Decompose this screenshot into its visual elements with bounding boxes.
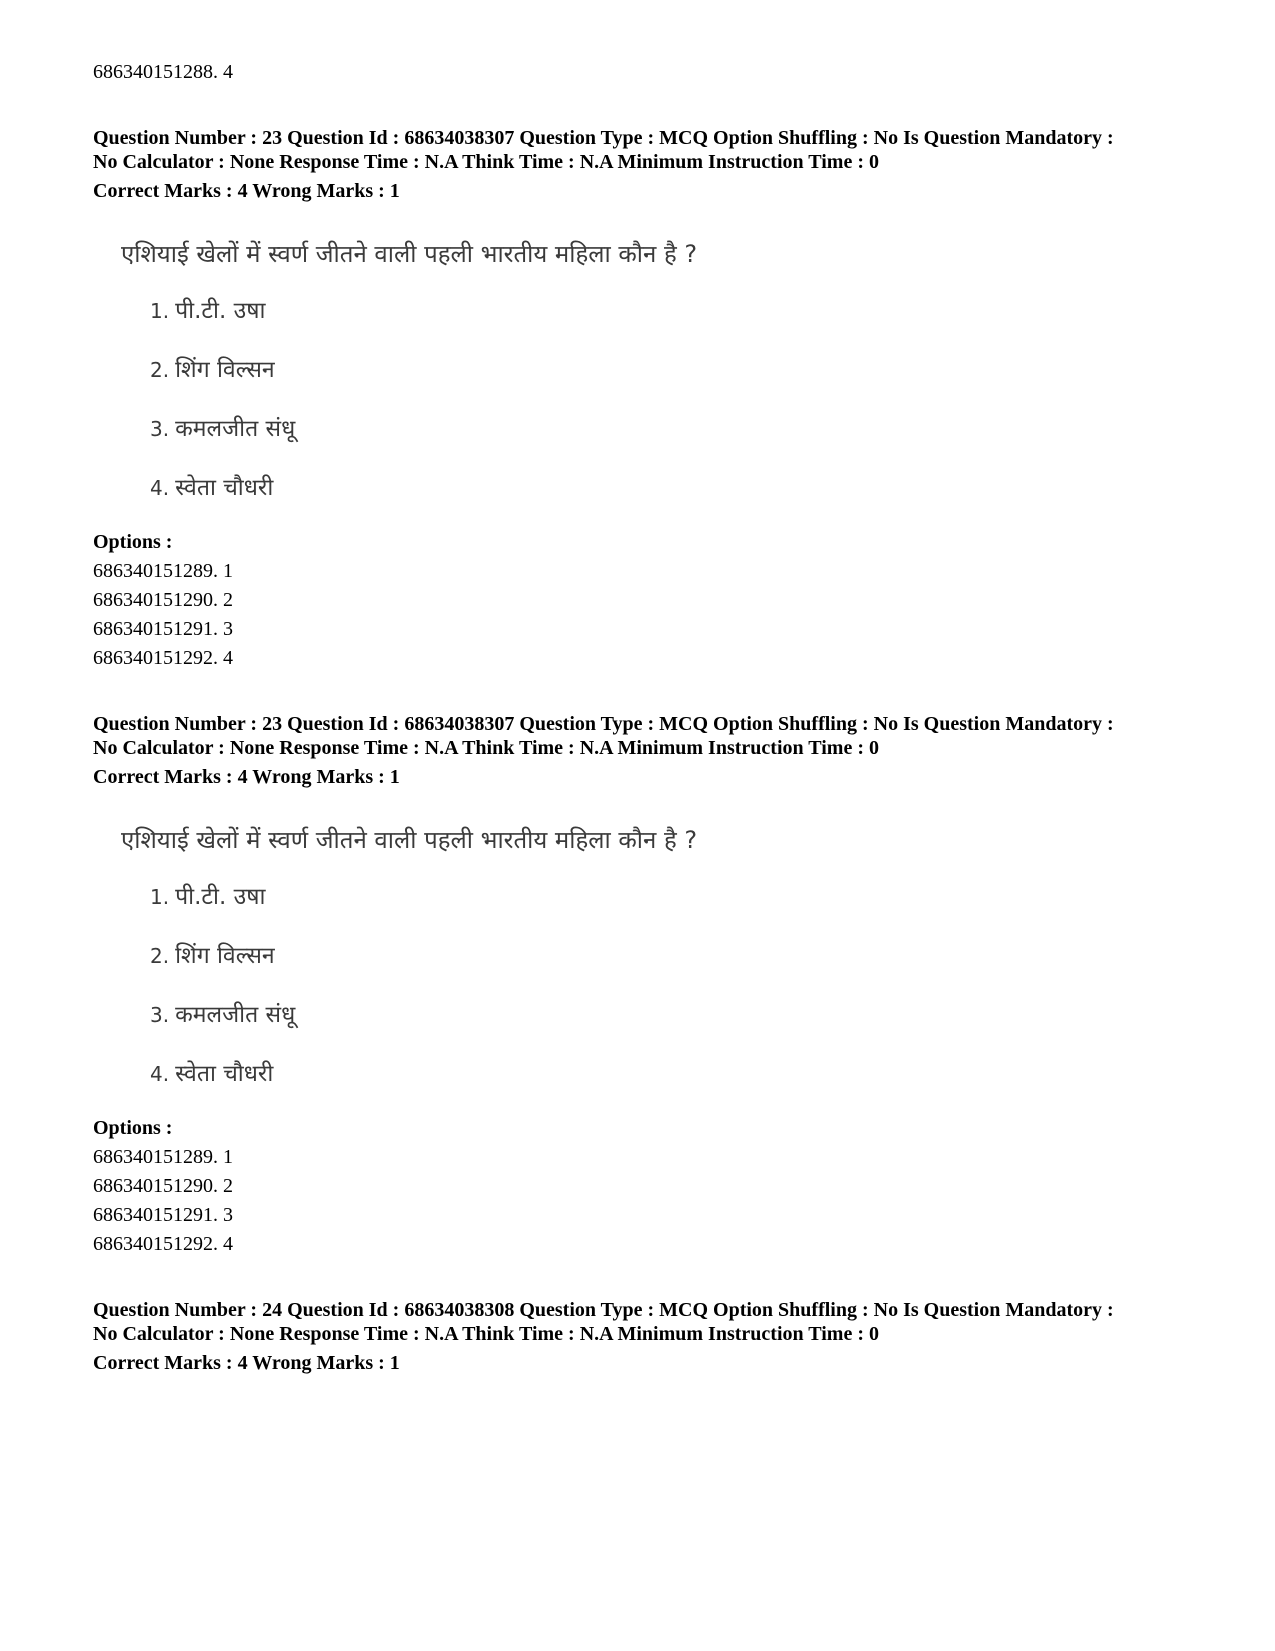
choice-text: शिंग विल्सन (175, 943, 275, 969)
choice-text: पी.टी. उषा (175, 298, 266, 324)
option-id-line: 686340151289. 1 (93, 1146, 233, 1168)
choice-number: 1. (150, 885, 170, 909)
question-header-line2: No Calculator : None Response Time : N.A Think Time : N.A Minimum Instruction Time : 0 (93, 1323, 879, 1345)
choice-text: स्वेता चौधरी (175, 475, 274, 501)
question-block (93, 712, 1213, 1255)
choice-text: कमलजीत संधू (175, 1002, 296, 1028)
question-header-line2: No Calculator : None Response Time : N.A Think Time : N.A Minimum Instruction Time : 0 (93, 737, 879, 759)
choice-text: शिंग विल्सन (175, 357, 275, 383)
question-header-line1: Question Number : 23 Question Id : 68634038307 Question Type : MCQ Option Shuffling : No Is Question Mandatory : (93, 713, 1114, 735)
question-text: एशियाई खेलों में स्वर्ण जीतने वाली पहली भारतीय महिला कौन है ? (121, 240, 698, 268)
choice-text: कमलजीत संधू (175, 416, 296, 442)
option-id-line: 686340151290. 2 (93, 1175, 233, 1197)
choice-number: 1. (150, 299, 170, 323)
question-text: एशियाई खेलों में स्वर्ण जीतने वाली पहली भारतीय महिला कौन है ? (121, 826, 698, 854)
choice-number: 2. (150, 358, 170, 382)
option-id-line: 686340151292. 4 (93, 647, 233, 669)
choice-number: 3. (150, 1003, 170, 1027)
option-id-line: 686340151289. 1 (93, 560, 233, 582)
choice-item (150, 1000, 295, 1030)
choice-number: 3. (150, 417, 170, 441)
question-marks: Correct Marks : 4 Wrong Marks : 1 (93, 180, 400, 202)
options-label: Options : (93, 531, 173, 553)
choice-item (150, 296, 265, 326)
choice-item (150, 414, 295, 444)
question-header-line1: Question Number : 24 Question Id : 68634038308 Question Type : MCQ Option Shuffling : No Is Question Mandatory : (93, 1299, 1114, 1321)
option-id-line: 686340151292. 4 (93, 1233, 233, 1255)
question-block (93, 1298, 1213, 1375)
question-marks: Correct Marks : 4 Wrong Marks : 1 (93, 1352, 400, 1374)
question-header-line2: No Calculator : None Response Time : N.A Think Time : N.A Minimum Instruction Time : 0 (93, 151, 879, 173)
question-header-line1: Question Number : 23 Question Id : 68634038307 Question Type : MCQ Option Shuffling : No Is Question Mandatory : (93, 127, 1114, 149)
choice-text: स्वेता चौधरी (175, 1061, 274, 1087)
choice-item (150, 355, 275, 385)
choice-number: 4. (150, 476, 170, 500)
option-id-line: 686340151290. 2 (93, 589, 233, 611)
previous-option-line: 686340151288. 4 (93, 61, 233, 83)
option-id-line: 686340151291. 3 (93, 1204, 233, 1226)
choice-item (150, 1059, 273, 1089)
choice-item (150, 882, 265, 912)
choice-number: 2. (150, 944, 170, 968)
question-block (93, 126, 1213, 669)
options-label: Options : (93, 1117, 173, 1139)
choice-text: पी.टी. उषा (175, 884, 266, 910)
choice-item (150, 473, 273, 503)
choice-item (150, 941, 275, 971)
option-id-line: 686340151291. 3 (93, 618, 233, 640)
choice-number: 4. (150, 1062, 170, 1086)
question-marks: Correct Marks : 4 Wrong Marks : 1 (93, 766, 400, 788)
